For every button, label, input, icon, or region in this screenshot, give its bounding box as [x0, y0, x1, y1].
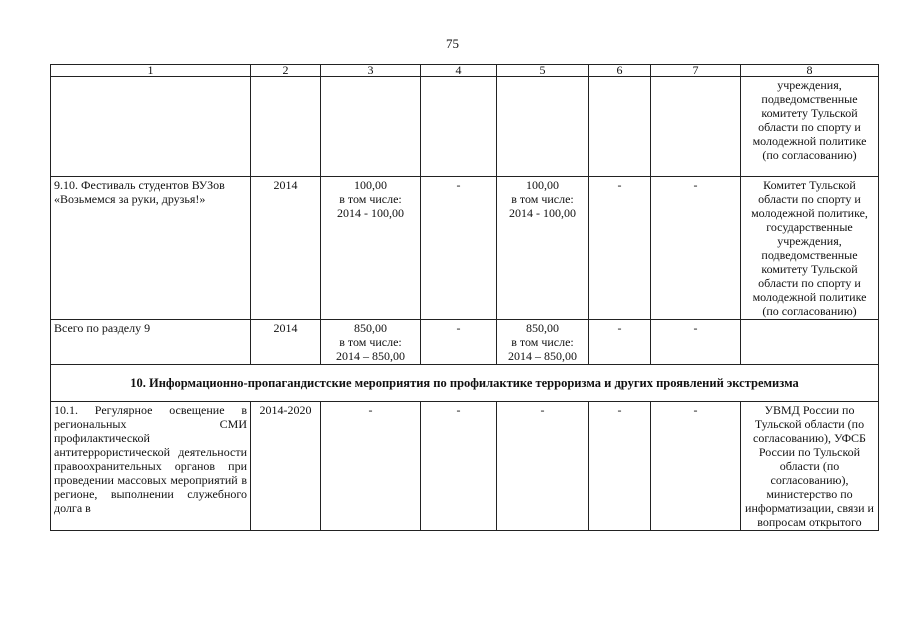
executor-cell: учреждения, подведомственные комитету Тульской области по спорту и молодежной политике (по согласованию)	[741, 77, 879, 177]
table-row-9-10	[51, 177, 879, 320]
table-row-total-section-9	[51, 320, 879, 365]
total-funding-cell: -	[321, 402, 421, 531]
executor-cell: Комитет Тульской области по спорту и молодежной политике, государственные учреждения, подведомственные комитету Тульской области по спорту и молодежной политике (по согласованию)	[741, 177, 879, 320]
period-cell: 2014	[251, 320, 321, 365]
section-heading-row	[51, 365, 879, 402]
period-cell: 2014-2020	[251, 402, 321, 531]
regional-budget-cell: 850,00 в том числе: 2014 – 850,00	[497, 320, 589, 365]
activity-cell: 10.1. Регулярное освещение в региональных СМИ профилактической антитеррористической деятельности правоохранительных органов при проведении массовых мероприятий в регионе, выполнении служебного долга в	[51, 402, 251, 531]
table-row-10-1	[51, 402, 879, 531]
column-number-row	[51, 65, 879, 77]
column-number: 5	[497, 65, 589, 77]
local-budget-cell: -	[589, 402, 651, 531]
regional-budget-cell: 100,00 в том числе: 2014 - 100,00	[497, 177, 589, 320]
local-budget-cell: -	[589, 177, 651, 320]
local-budget-cell: -	[589, 320, 651, 365]
regional-budget-cell: -	[497, 402, 589, 531]
column-number: 1	[51, 65, 251, 77]
program-table	[50, 64, 879, 531]
executor-cell: УВМД России по Тульской области (по согласованию), УФСБ России по Тульской области (по согласованию), министерство по информатизации, связи и вопросам открытого	[741, 402, 879, 531]
column-number: 6	[589, 65, 651, 77]
federal-budget-cell: -	[421, 320, 497, 365]
other-sources-cell: -	[651, 320, 741, 365]
period-cell: 2014	[251, 177, 321, 320]
column-number: 2	[251, 65, 321, 77]
federal-budget-cell: -	[421, 177, 497, 320]
column-number: 3	[321, 65, 421, 77]
other-sources-cell: -	[651, 177, 741, 320]
activity-cell: 9.10. Фестиваль студентов ВУЗов «Возьмемся за руки, друзья!»	[51, 177, 251, 320]
total-funding-cell: 850,00 в том числе: 2014 – 850,00	[321, 320, 421, 365]
column-number: 8	[741, 65, 879, 77]
total-funding-cell: 100,00 в том числе: 2014 - 100,00	[321, 177, 421, 320]
section-title: 10. Информационно-пропагандистские мероприятия по профилактике терроризма и других проявлений экстремизма	[51, 365, 879, 402]
other-sources-cell: -	[651, 402, 741, 531]
federal-budget-cell: -	[421, 402, 497, 531]
activity-cell: Всего по разделу 9	[51, 320, 251, 365]
column-number: 4	[421, 65, 497, 77]
executor-cell	[741, 320, 879, 365]
page-number: 75	[446, 36, 459, 51]
table-row-continuation	[51, 77, 879, 177]
column-number: 7	[651, 65, 741, 77]
